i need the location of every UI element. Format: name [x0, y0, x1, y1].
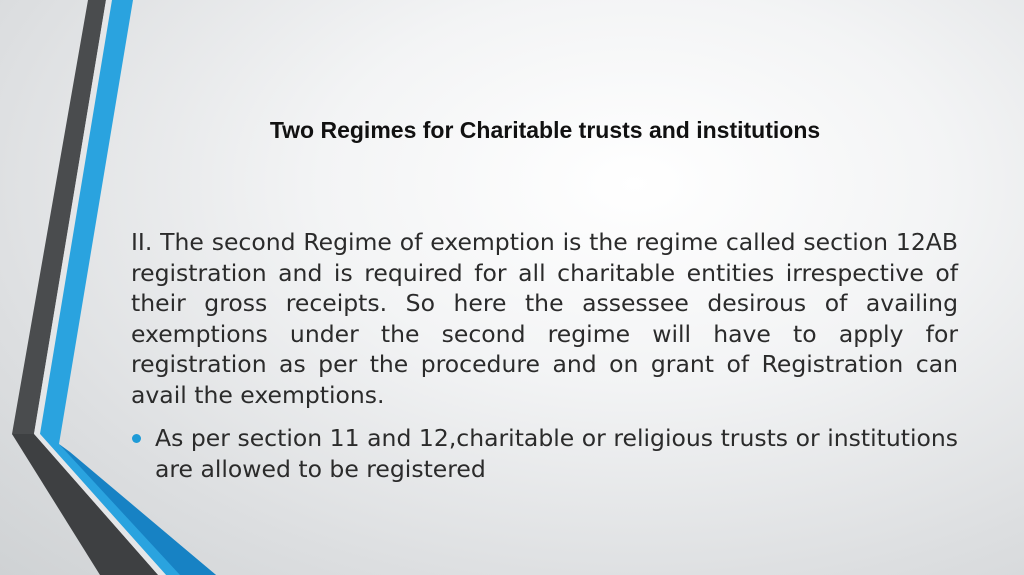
bullet-list [131, 423, 958, 484]
body-paragraph: II. The second Regime of exemption is the regime called section 12AB registration and is required for all charitable entities irrespective of their gross receipts. So here the assessee desirous of availing exemptions under the second regime will have to apply for registration as per the procedure and on grant of Registration can avail the exemptions. [131, 228, 958, 409]
bullet-item-text: As per section 11 and 12,charitable or religious trusts or institutions are allowed to be registered [155, 424, 958, 483]
slide-title: Two Regimes for Charitable trusts and institutions [269, 117, 821, 143]
bullet-item [131, 423, 958, 484]
bullet-dot-icon [132, 434, 141, 443]
